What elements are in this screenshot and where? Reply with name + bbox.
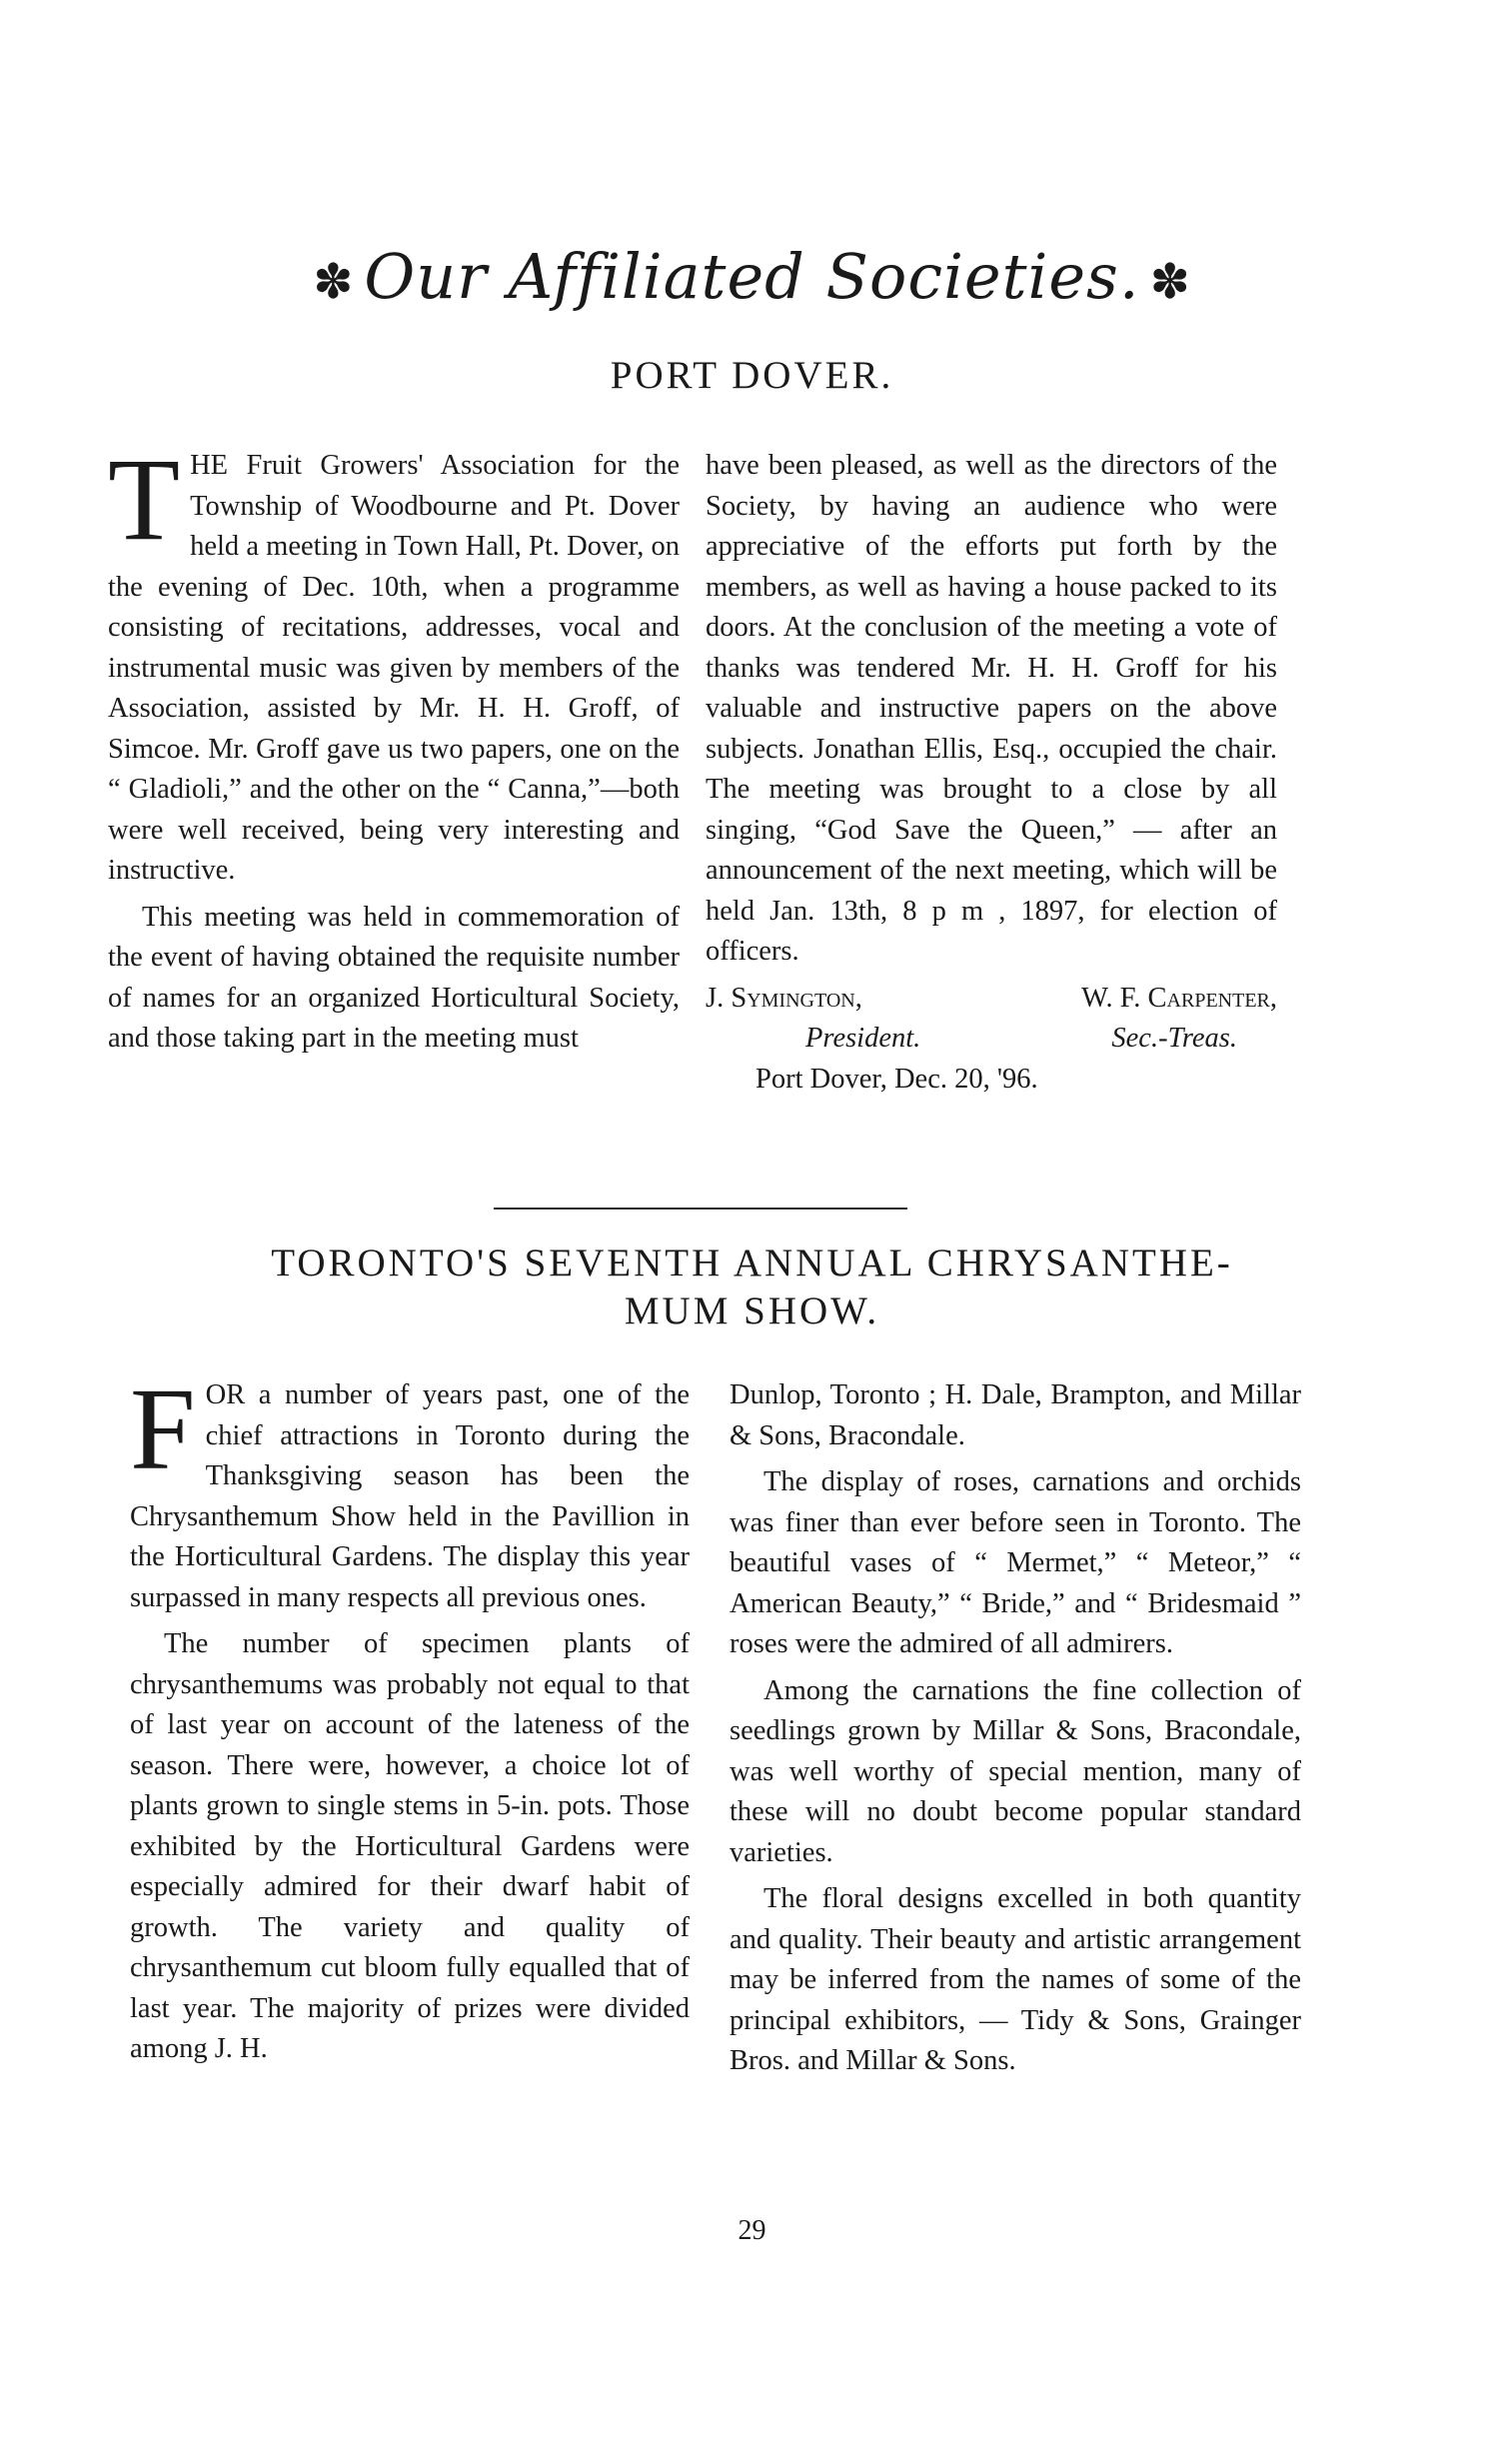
article2-left-column (130, 1363, 690, 2070)
dateline: Port Dover, Dec. 20, '96. (755, 1063, 1038, 1095)
article1-left-column (108, 434, 680, 1060)
signature-president: J. Symington, (706, 982, 862, 1014)
article2-dropcap: F (130, 1363, 196, 1494)
article2-right-paragraph-1: Dunlop, Toronto ; H. Dale, Brampton, and Millar & Sons, Bracondale. (730, 1379, 1301, 1451)
article2-left-p1-text: OR a number of years past, one of the chief attractions in Toronto during the Thanksgiving season has been the Chrysanthemum Show held in the Pavillion in the Horticultural Gardens. The display this year surpassed in many respects all previous ones. (130, 1379, 690, 1613)
article2-title-line-1: TORONTO'S SEVENTH ANNUAL CHRYSANTHE- (271, 1241, 1233, 1284)
masthead-title: Our Affiliated Societies. (364, 240, 1140, 313)
article1-left-paragraph-1 (108, 434, 680, 892)
role-row (706, 1019, 1277, 1060)
article2-title-line-2: MUM SHOW. (624, 1289, 880, 1332)
article2-right-paragraph-3: Among the carnations the fine collection of seedlings grown by Millar & Sons, Bracondale, was well worthy of special mention, many of these will no doubt become popular standard varieties. (730, 1674, 1301, 1868)
article1-dropcap: T (108, 434, 181, 565)
page-number: 29 (738, 2215, 766, 2246)
role-secretary: Sec.-Treas. (1111, 1023, 1237, 1054)
article1-title: PORT DOVER. (610, 354, 894, 397)
masthead (0, 240, 1504, 313)
article2-right-paragraph-2: The display of roses, carnations and orchids was finer than ever before seen in Toronto. The beautiful vases of “ Mermet,” “ Meteor,” “ American Beauty,” “ Bride,” and “ Bridesmaid ” roses were the admired of all admirers. (730, 1466, 1301, 1659)
signature-row (706, 979, 1277, 1020)
role-president: President. (805, 1023, 921, 1054)
article1-right-paragraph-1: have been pleased, as well as the directors of the Society, by having an audience who were appreciative of the efforts put forth by the members, as well as having a house packed to its doors. At the conclusion of the meeting a vote of thanks was tendered Mr. H. H. Groff for his valuable and instructive papers on the above subjects. Jonathan Ellis, Esq., occupied the chair. The meeting was brought to a close by all singing, “God Save the Queen,” — after an announcement of the next meeting, which will be held Jan. 13th, 8 p m , 1897, for election of officers. (706, 450, 1277, 967)
section-divider (494, 1208, 907, 1210)
article2-right-column (730, 1375, 1301, 2082)
ornament-left-icon: ✽ (313, 253, 355, 310)
article1-right-column (706, 446, 1277, 1100)
article1-left-p1-text: HE Fruit Growers' Association for the Township of Woodbourne and Pt. Dover held a meeting in Town Hall, Pt. Dover, on the evening of Dec. 10th, when a programme consisting of recitations, addresses, vocal and instrumental music was given by members of the Association, assisted by Mr. H. H. Groff, of Simcoe. Mr. Groff gave us two papers, one on the “ Gladioli,” and the other on the “ Canna,”—both were well received, being very interesting and instructive. (108, 450, 680, 886)
article2-right-paragraph-4: The floral designs excelled in both quantity and quality. Their beauty and artistic arrangement may be inferred from the names of some of the principal exhibitors, — Tidy & Sons, Grainger Bros. and Millar & Sons. (730, 1883, 1301, 2076)
article2-left-paragraph-1 (130, 1363, 690, 1618)
signature-secretary: W. F. Carpenter, (1081, 982, 1277, 1014)
article1-left-paragraph-2: This meeting was held in commemoration of the event of having obtained the requisite number of names for an organized Horticultural Society, and those taking part in the meeting must (108, 901, 680, 1054)
ornament-right-icon: ✽ (1149, 253, 1191, 310)
article2-title (0, 1239, 1504, 1335)
article2-left-paragraph-2: The number of specimen plants of chrysanthemums was probably not equal to that of last year on account of the lateness of the season. There were, however, a choice lot of plants grown to single stems in 5-in. pots. Those exhibited by the Horticultural Gardens were especially admired for their dwarf habit of growth. The variety and quality of chrysanthemum cut bloom fully equalled that of last year. The majority of prizes were divided among J. H. (130, 1628, 690, 2064)
